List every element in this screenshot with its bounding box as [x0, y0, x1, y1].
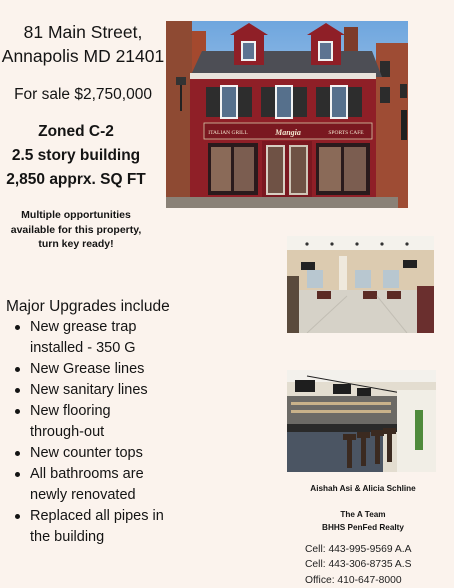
team-name: The A Team [340, 510, 386, 519]
sale-price: For sale $2,750,000 [14, 86, 152, 103]
upgrade-item-text: Replaced all pipes in [30, 508, 164, 524]
brokerage-name: BHHS PenFed Realty [322, 523, 404, 532]
upgrade-item-text: New flooring [30, 403, 111, 419]
upgrade-item-text: All bathrooms are [30, 466, 144, 482]
contact-cell-aa: Cell: 443-995-9569 A.A [305, 544, 412, 555]
bullet-icon [15, 388, 20, 393]
bar-photo [287, 370, 436, 472]
contact-info [305, 542, 411, 588]
sign-center-text: Mangia [275, 128, 301, 137]
upgrade-item [6, 359, 186, 380]
property-address [0, 20, 166, 68]
upgrade-item-text: installed - 350 G [30, 340, 136, 356]
address-street: 81 Main Street, [23, 22, 143, 42]
agent-names: Aishah Asi & Alicia Schline [310, 484, 416, 493]
upgrade-item [6, 401, 186, 443]
storefront-photo [166, 21, 408, 208]
street-lamp-photo [398, 84, 408, 208]
upgrade-item-text: New Grease lines [30, 361, 145, 377]
bullet-icon [15, 514, 20, 519]
upgrade-item [6, 464, 186, 506]
upgrade-item-text: newly renovated [30, 487, 136, 503]
sign-right-text: SPORTS CAFE [328, 130, 364, 136]
upgrades-heading: Major Upgrades include [6, 298, 170, 315]
upgrade-item [6, 506, 186, 548]
property-specs [0, 120, 152, 192]
bullet-icon [15, 451, 20, 456]
upgrades-section [6, 296, 186, 548]
area-label: 2,850 apprx. SQ FT [6, 171, 146, 188]
opportunities-line-1: Multiple opportunities [21, 209, 131, 221]
upgrade-item [6, 443, 186, 464]
upgrade-item-text: New grease trap [30, 319, 137, 335]
bullet-icon [15, 325, 20, 330]
bullet-icon [15, 367, 20, 372]
opportunities-line-2: available for this property, [10, 223, 142, 236]
zoning-label: Zoned C-2 [38, 123, 114, 140]
upgrade-item [6, 317, 186, 359]
contact-cell-as: Cell: 443-306-8735 A.S [305, 559, 412, 571]
upgrades-list [6, 317, 186, 548]
upgrade-item-text: New counter tops [30, 445, 143, 461]
dining-room-photo [287, 236, 434, 333]
upgrade-item-text: New sanitary lines [30, 382, 148, 398]
sign-left-text: ITALIAN GRILL [208, 130, 248, 136]
address-city: Annapolis MD 21401 [1, 46, 165, 66]
story-label: 2.5 story building [11, 147, 141, 164]
bullet-icon [15, 472, 20, 477]
upgrade-item-text: through-out [30, 424, 105, 440]
contact-office: Office: 410-647-8000 [305, 574, 402, 586]
upgrade-item [6, 380, 186, 401]
opportunities-line-3: turn key ready! [38, 238, 114, 251]
bullet-icon [15, 409, 20, 414]
opportunities-text [0, 208, 152, 252]
upgrade-item-text: the building [30, 529, 105, 545]
team-info [288, 508, 438, 534]
